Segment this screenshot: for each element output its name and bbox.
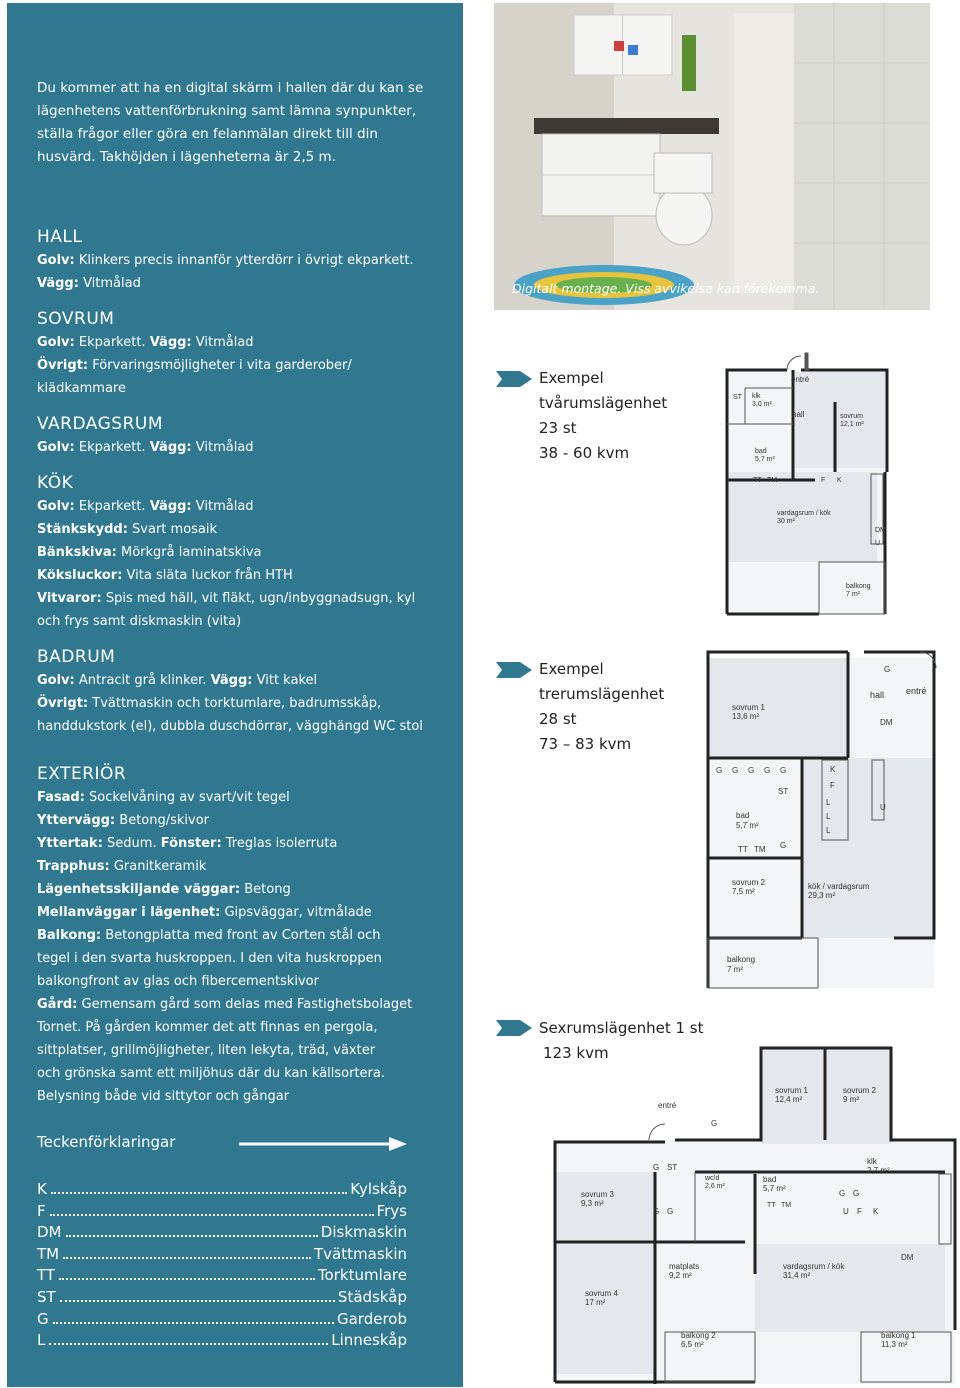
plan-label: U	[843, 1207, 849, 1216]
plan-label: G	[716, 766, 723, 775]
section-title: SOVRUM	[37, 309, 115, 329]
plan-label: 6,5 m²	[681, 1340, 704, 1349]
value: Sedum.	[102, 836, 161, 851]
plan-label: L	[826, 826, 831, 835]
value: Treglas isolerruta	[221, 836, 338, 851]
plan-label: K	[830, 765, 836, 774]
label: Köksluckor:	[37, 568, 123, 583]
plan-label: G	[780, 841, 787, 850]
plan-label: sovrum 3	[581, 1190, 614, 1199]
plan-label: balkong	[727, 955, 756, 964]
plan-label: G	[839, 1189, 846, 1198]
legend-code: G	[37, 1309, 49, 1328]
label: Mellanväggar i lägenhet:	[37, 905, 221, 920]
info-panel	[7, 3, 463, 1387]
plan-label: 2,7 m²	[867, 1166, 890, 1175]
plan-label: vardagsrum / kök	[783, 1262, 845, 1271]
section-exterior	[37, 762, 447, 1108]
label: Övrigt:	[37, 358, 89, 373]
section-title: KÖK	[37, 473, 74, 493]
value: sittplatser, grillmöjligheter, liten lekyta, träd, växter	[37, 1043, 376, 1058]
plan-label: DM	[875, 527, 886, 534]
label: Vägg:	[149, 335, 192, 350]
plan-label: entré	[658, 1101, 677, 1110]
value: Betong/skivor	[115, 813, 210, 828]
legend-item	[37, 1222, 407, 1244]
value: Ekparkett.	[74, 440, 150, 455]
plan-label: entré	[791, 375, 810, 384]
value: Gemensam gård som delas med Fastighetsbolaget	[77, 997, 413, 1012]
legend-code: K	[37, 1180, 47, 1198]
section-hall	[37, 225, 447, 295]
label: Fönster:	[160, 836, 222, 851]
plan-label: vardagsrum / kök	[777, 510, 831, 517]
plan-label: bad	[736, 811, 750, 820]
arrow-right-icon	[239, 1136, 409, 1152]
plan-label: 9,2 m²	[669, 1271, 692, 1280]
bathroom-photo	[494, 3, 930, 310]
label: Vägg:	[210, 673, 253, 688]
arrow-right-icon	[496, 1018, 532, 1038]
section-sovrum	[37, 307, 447, 400]
value: Granitkeramik	[109, 859, 207, 874]
legend-item	[37, 1287, 407, 1309]
floorplan-two-room	[725, 352, 895, 616]
example-line: 123 kvm	[543, 1044, 609, 1062]
value: Vitmålad	[191, 499, 254, 514]
legend-code: L	[37, 1331, 46, 1350]
value: Vita släta luckor från HTH	[122, 568, 293, 583]
plan-label: wc/d	[705, 1175, 720, 1182]
label: Lägenhetsskiljande väggar:	[37, 882, 241, 897]
legend-name: Garderob	[336, 1309, 407, 1328]
value: balkongfront av glas och fibercementskivor	[37, 974, 319, 989]
example-two-room	[539, 366, 667, 466]
plan-label: TM	[767, 477, 778, 484]
label: Golv:	[37, 499, 75, 514]
plan-label: balkong 1	[881, 1331, 916, 1340]
value: Klinkers precis innanför ytterdörr i övrigt ekparkett.	[74, 253, 414, 268]
legend-code: TM	[37, 1244, 60, 1263]
value: Ekparkett.	[74, 335, 150, 350]
plan-label: F	[857, 1207, 862, 1216]
example-line: tvårumslägenhet	[539, 394, 668, 412]
plan-label: 12,1 m²	[840, 421, 864, 428]
legend-code: ST	[37, 1287, 56, 1306]
plan-label: klk	[752, 393, 761, 400]
value: tegel i den svarta huskroppen. I den vita huskroppen	[37, 951, 382, 966]
plan-label: DM	[901, 1253, 914, 1262]
label: Fasad:	[37, 790, 85, 805]
plan-label: 12,4 m²	[775, 1095, 803, 1104]
plan-label: ST	[667, 1163, 678, 1172]
value: Ekparkett.	[74, 499, 150, 514]
section-title: BADRUM	[37, 647, 116, 667]
plan-label: U	[880, 803, 886, 812]
legend-item	[37, 1201, 407, 1223]
plan-label: sovrum 2	[732, 878, 765, 887]
value: handdukstork (el), dubbla duschdörrar, vägghängd WC stol	[37, 719, 423, 734]
value: Vitmålad	[78, 276, 141, 291]
plan-label: sovrum 2	[843, 1086, 876, 1095]
label: Vägg:	[37, 276, 79, 291]
label: Golv:	[37, 335, 75, 350]
plan-label: K	[873, 1207, 879, 1216]
label: Vägg:	[149, 440, 192, 455]
legend-code: TT	[37, 1266, 56, 1285]
label: Golv:	[37, 253, 75, 268]
legend-item	[37, 1309, 407, 1331]
plan-label: 11,3 m²	[881, 1340, 908, 1349]
value: Förvaringsmöjligheter i vita garderober/	[88, 358, 352, 373]
bathroom-illustration	[494, 3, 930, 310]
legend-item	[37, 1265, 407, 1287]
value: och grönska samt ett miljöhus där du kan källsortera.	[37, 1066, 385, 1081]
plan-label: TM	[754, 845, 766, 854]
value: Vitt kakel	[252, 673, 318, 688]
legend-name: Torktumlare	[317, 1266, 407, 1285]
label: Bänkskiva:	[37, 545, 117, 560]
plan-label: 5,7 m²	[763, 1184, 786, 1193]
legend-code: F	[37, 1201, 46, 1220]
plan-label: L	[826, 812, 831, 821]
plan-label: balkong	[846, 583, 871, 590]
plan-label: G	[653, 1207, 660, 1216]
plan-label: 30 m²	[777, 518, 795, 525]
label: Trapphus:	[37, 859, 110, 874]
plan-label: 7,5 m²	[732, 887, 755, 896]
plan-label: K	[837, 477, 842, 484]
plan-label: G	[748, 766, 755, 775]
value: Betong	[240, 882, 291, 897]
plan-label: ST	[778, 787, 789, 796]
plan-label: balkong 2	[681, 1331, 716, 1340]
label: Balkong:	[37, 928, 102, 943]
example-line: 23 st	[539, 419, 577, 437]
legend-item	[37, 1244, 407, 1266]
plan-label: bad	[755, 448, 767, 455]
section-title: VARDAGSRUM	[37, 414, 163, 434]
plan-label: TT	[753, 477, 762, 484]
legend-item	[37, 1179, 407, 1201]
value: klädkammare	[37, 381, 126, 396]
arrow-right-icon	[496, 660, 532, 680]
plan-label: TT	[738, 845, 748, 854]
value: Svart mosaik	[127, 522, 218, 537]
plan-label: U	[875, 540, 881, 547]
legend-name: Tvättmaskin	[314, 1244, 407, 1263]
plan-label: F	[821, 477, 826, 484]
label: Stänkskydd:	[37, 522, 128, 537]
plan-label: klk	[867, 1157, 877, 1166]
value: Mörkgrå laminatskiva	[116, 545, 262, 560]
plan-label: F	[830, 781, 835, 790]
value: Belysning både vid sittytor och gångar	[37, 1089, 290, 1104]
label: Övrigt:	[37, 696, 89, 711]
plan-label: 17 m²	[585, 1298, 606, 1307]
plan-label: L	[826, 798, 831, 807]
section-title: EXTERIÖR	[37, 764, 127, 784]
plan-label: G	[732, 766, 739, 775]
plan-label: 13,6 m²	[732, 712, 760, 721]
plan-label: 5,7 m²	[755, 456, 775, 463]
plan-label: DM	[880, 718, 893, 727]
plan-label: TM	[781, 1202, 792, 1209]
label: Vitvaror:	[37, 591, 102, 606]
section-vardagsrum	[37, 412, 447, 459]
plan-label: G	[884, 665, 891, 674]
plan-label: ST	[733, 394, 742, 401]
section-kok	[37, 471, 447, 633]
example-line: 28 st	[539, 710, 577, 728]
value: Betongplatta med front av Corten stål och	[101, 928, 381, 943]
plan-label: 9 m²	[843, 1095, 859, 1104]
label: Vägg:	[149, 499, 192, 514]
plan-label: sovrum 1	[732, 703, 765, 712]
label: Gård:	[37, 997, 78, 1012]
plan-label: G	[780, 766, 787, 775]
photo-caption: Digitalt montage. Viss avvikelse kan förekomma.	[512, 281, 820, 296]
plan-label: G	[667, 1207, 674, 1216]
example-line: 73 – 83 kvm	[539, 735, 632, 753]
plan-label: 5,7 m²	[736, 821, 759, 830]
section-title: HALL	[37, 227, 83, 247]
plan-label: 7 m²	[727, 965, 743, 974]
plan-label: 7 m²	[846, 591, 860, 598]
label: Yttervägg:	[37, 813, 116, 828]
plan-label: sovrum 4	[585, 1289, 618, 1298]
example-line: 38 - 60 kvm	[539, 444, 630, 462]
value: Vitmålad	[191, 440, 254, 455]
legend-name: Frys	[376, 1201, 407, 1220]
example-line: Sexrumslägenhet 1 st	[539, 1019, 704, 1037]
value: Antracit grå klinker.	[74, 673, 211, 688]
value: och frys samt diskmaskin (vita)	[37, 614, 242, 629]
plan-label: 29,3 m²	[808, 891, 836, 900]
plan-label: bad	[763, 1175, 777, 1184]
legend-title: Teckenförklaringar	[37, 1133, 176, 1151]
plan-label: G	[764, 766, 771, 775]
legend-name: Linneskåp	[331, 1331, 407, 1350]
plan-label: hall	[870, 690, 885, 700]
plan-label: 3,0 m²	[752, 401, 772, 408]
plan-label: G	[711, 1119, 718, 1128]
plan-label: 9,3 m²	[581, 1199, 604, 1208]
plan-label: matplats	[669, 1262, 700, 1271]
value: Tornet. På gården kommer det att finnas en pergola,	[37, 1020, 378, 1035]
floorplan-three-room	[702, 648, 958, 990]
plan-label: G	[853, 1189, 860, 1198]
intro-text: Du kommer att ha en digital skärm i hallen där du kan se lägenhetens vattenförbrukning samt lämna synpunkter, ställa frågor eller göra en felanmälan direkt till din husvärd. Takhöjden i lägenheterna är 2,5 m.	[37, 80, 424, 165]
plan-label: sovrum	[840, 413, 863, 420]
plan-label: 2,6 m²	[705, 1183, 725, 1190]
plan-label: TT	[767, 1202, 776, 1209]
legend-list	[37, 1179, 407, 1352]
example-line: trerumslägenhet	[539, 685, 665, 703]
section-badrum	[37, 645, 447, 738]
label: Golv:	[37, 673, 75, 688]
value: Tvättmaskin och torktumlare, badrumsskåp,	[88, 696, 382, 711]
legend-code: DM	[37, 1223, 62, 1242]
label: Golv:	[37, 440, 75, 455]
example-line: Exempel	[539, 369, 604, 387]
plan-label: 31,4 m²	[783, 1271, 811, 1280]
example-three-room	[539, 657, 664, 757]
floorplan-six-room	[545, 1044, 960, 1386]
plan-label: entré	[906, 686, 927, 696]
plan-label: G	[653, 1163, 660, 1172]
legend-name: Diskmaskin	[320, 1223, 407, 1242]
value: Gipsväggar, vitmålade	[220, 905, 372, 920]
legend-item	[37, 1330, 407, 1352]
label: Yttertak:	[37, 836, 103, 851]
value: Sockelvåning av svart/vit tegel	[84, 790, 290, 805]
legend-name: Kylskåp	[350, 1180, 407, 1198]
value: Vitmålad	[191, 335, 254, 350]
example-line: Exempel	[539, 660, 604, 678]
legend-name: Städskåp	[337, 1287, 407, 1306]
arrow-right-icon	[496, 369, 532, 389]
plan-label: kök / vardagsrum	[808, 882, 870, 891]
value: Spis med häll, vit fläkt, ugn/inbyggnadsugn, kyl	[101, 591, 416, 606]
plan-label: sovrum 1	[775, 1086, 808, 1095]
plan-label: hall	[792, 410, 805, 419]
